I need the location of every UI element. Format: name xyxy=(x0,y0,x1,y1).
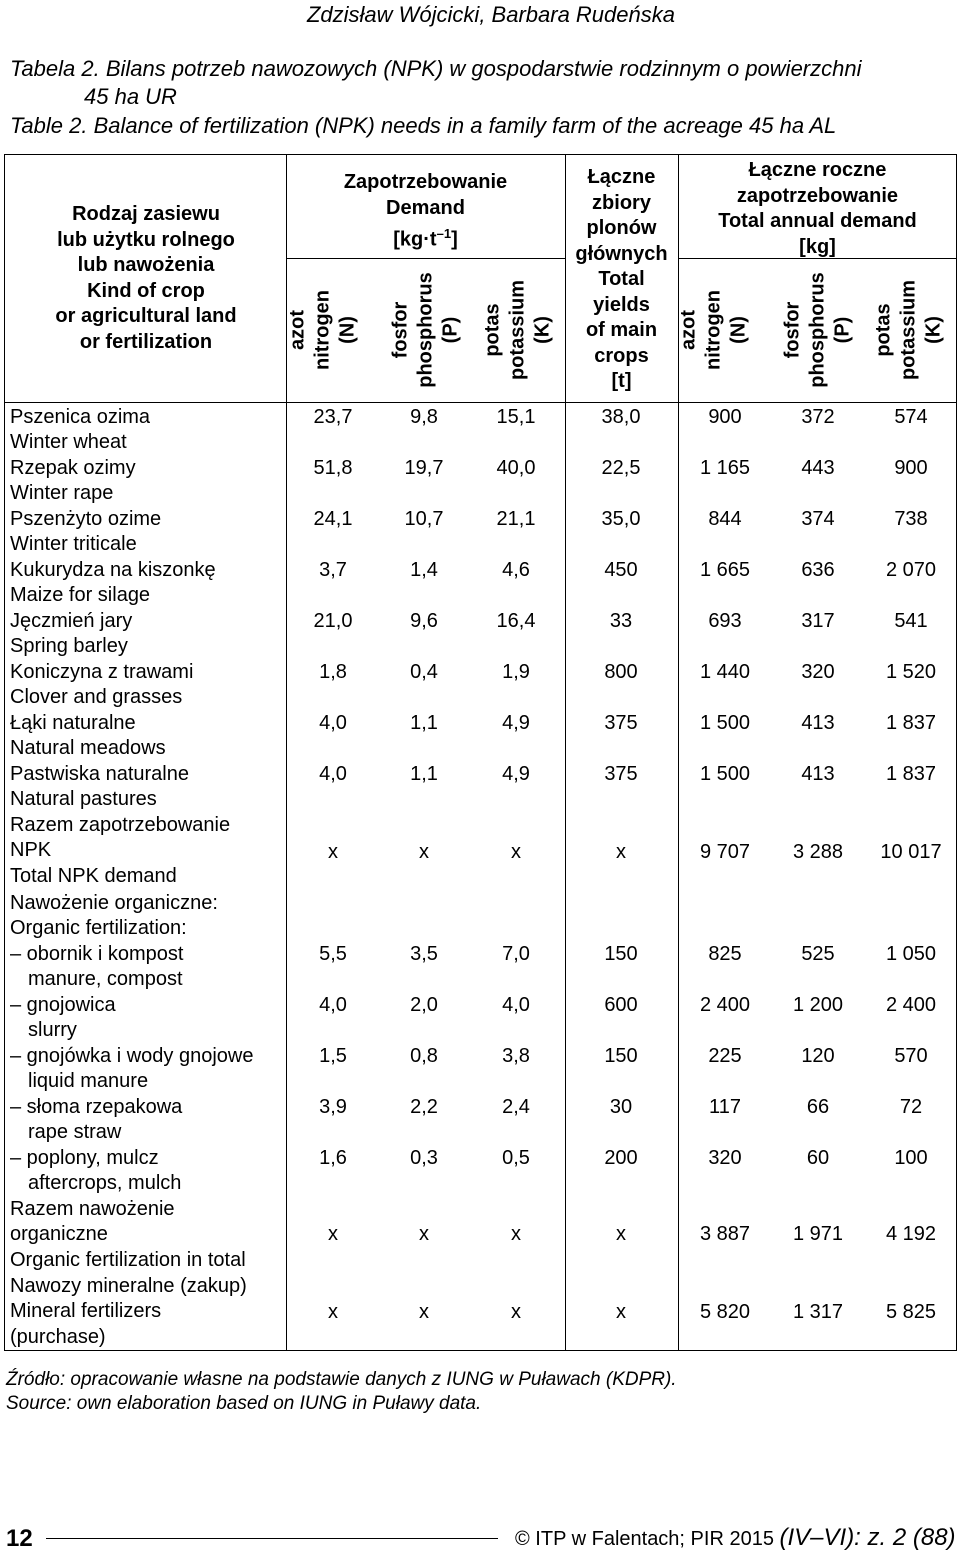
table-cell: 320 xyxy=(801,661,835,683)
table-cell: 844 xyxy=(708,508,742,530)
table-cell: 1 520 xyxy=(885,661,937,683)
table-cell: 4,9 xyxy=(502,763,530,785)
table-cell: x xyxy=(328,1301,338,1323)
row-label: – gnojówka i wody gnojowe liquid manure xyxy=(10,1045,254,1093)
table-cell: 825 xyxy=(708,943,742,965)
table-cell: 16,4 xyxy=(496,610,536,632)
table-cell: 225 xyxy=(708,1045,742,1067)
table-cell: 693 xyxy=(708,610,742,632)
table-cell: 1,6 xyxy=(319,1147,347,1169)
table-cell: 636 xyxy=(801,559,835,581)
row-label: Razem nawożenie organiczne Organic fertilization in total xyxy=(10,1198,246,1271)
table-cell: 60 xyxy=(806,1147,830,1169)
table-cell: 570 xyxy=(894,1045,928,1067)
table-cell: x xyxy=(419,1223,429,1245)
table-cell: 525 xyxy=(801,943,835,965)
table-cell: 51,8 xyxy=(313,457,353,479)
table-cell: 317 xyxy=(801,610,835,632)
table-cell: 5 820 xyxy=(699,1301,751,1323)
table-cell: x xyxy=(616,841,626,863)
table-cell: 100 xyxy=(894,1147,928,1169)
table-cell: 374 xyxy=(801,508,835,530)
source-note-en: Source: own elaboration based on IUNG in Puławy data. xyxy=(6,1393,482,1414)
table-cell: x xyxy=(328,1223,338,1245)
table-cell: x xyxy=(511,1301,521,1323)
footer-rule xyxy=(46,1538,498,1539)
table-cell: 3,7 xyxy=(319,559,347,581)
table-cell: 2,4 xyxy=(502,1096,530,1118)
table-cell: 1 440 xyxy=(699,661,751,683)
table-cell: 900 xyxy=(708,406,742,428)
table-cell: 24,1 xyxy=(313,508,353,530)
table-cell: 4,9 xyxy=(502,712,530,734)
table-cell: 1,1 xyxy=(410,712,438,734)
table-cell: 800 xyxy=(604,661,638,683)
table-cell: 4,0 xyxy=(502,994,530,1016)
table-cell: 5 825 xyxy=(885,1301,937,1323)
subheader-nitrogen: azot nitrogen (N) xyxy=(677,290,750,370)
row-label: Rzepak ozimy Winter rape xyxy=(10,457,136,505)
journal-citation: © ITP w Falentach; PIR 2015 (IV–VI): z. 2 (88) xyxy=(515,1524,956,1551)
subheader-phosphorus: fosfor phosphorus (P) xyxy=(781,272,854,388)
table-cell: 10 017 xyxy=(880,841,942,863)
row-label: – słoma rzepakowa rape straw xyxy=(10,1096,183,1144)
table-cell: 1 500 xyxy=(699,763,751,785)
table-caption-pl: Tabela 2. Bilans potrzeb nawozowych (NPK) w gospodarstwie rodzinnym o powierzchni xyxy=(10,56,862,81)
table-cell: 1 200 xyxy=(792,994,844,1016)
table-cell: 7,0 xyxy=(502,943,530,965)
table-cell: 15,1 xyxy=(496,406,536,428)
row-label: Nawozy mineralne (zakup) Mineral fertilizers (purchase) xyxy=(10,1275,247,1348)
table-cell: 9,6 xyxy=(410,610,438,632)
table-cell: 1 317 xyxy=(792,1301,844,1323)
table-cell: 738 xyxy=(894,508,928,530)
table-cell: 2 400 xyxy=(699,994,751,1016)
table-cell: 117 xyxy=(709,1096,741,1118)
table-cell: 150 xyxy=(604,943,638,965)
table-cell: 1 837 xyxy=(885,763,937,785)
row-label: Pszenżyto ozime Winter triticale xyxy=(10,508,162,556)
table-cell: 4,0 xyxy=(319,994,347,1016)
table-cell: 1,1 xyxy=(410,763,438,785)
row-label: Pszenica ozima Winter wheat xyxy=(10,406,151,454)
table-cell: 10,7 xyxy=(404,508,444,530)
table-cell: 33 xyxy=(609,610,633,632)
table-cell: 1,4 xyxy=(410,559,438,581)
table-caption-pl-cont: 45 ha UR xyxy=(84,84,177,109)
table-cell: 4,6 xyxy=(502,559,530,581)
table-cell: 574 xyxy=(894,406,928,428)
table-cell: x xyxy=(419,1301,429,1323)
table-cell: 3,8 xyxy=(502,1045,530,1067)
row-label: – obornik i kompost manure, compost xyxy=(10,943,184,991)
table-cell: x xyxy=(616,1301,626,1323)
table-cell: 1 050 xyxy=(885,943,937,965)
row-label: Pastwiska naturalne Natural pastures xyxy=(10,763,189,811)
table-cell: 3,9 xyxy=(319,1096,347,1118)
header-bottom-rule xyxy=(4,402,957,403)
table-cell: 1 165 xyxy=(699,457,751,479)
row-label: – poplony, mulcz aftercrops, mulch xyxy=(10,1147,182,1195)
table-cell: 9 707 xyxy=(699,841,751,863)
table-cell: 120 xyxy=(801,1045,835,1067)
table-cell: 1 837 xyxy=(885,712,937,734)
table-cell: 200 xyxy=(604,1147,638,1169)
header-crop-column: Rodzaj zasiewu lub użytku rolnego lub nawożenia Kind of crop or agricultural land or fertilization xyxy=(55,203,237,353)
header-subdivider xyxy=(286,258,565,259)
row-label: Koniczyna z trawami Clover and grasses xyxy=(10,661,194,709)
table-cell: 1 971 xyxy=(792,1223,844,1245)
page-number: 12 xyxy=(6,1525,33,1552)
table-cell: x xyxy=(511,1223,521,1245)
row-label: Nawożenie organiczne: Organic fertilization: xyxy=(10,892,218,940)
table-cell: 2,2 xyxy=(410,1096,438,1118)
row-label: – gnojowica slurry xyxy=(10,994,116,1042)
table-cell: 1 665 xyxy=(699,559,751,581)
running-header-authors: Zdzisław Wójcicki, Barbara Rudeńska xyxy=(306,2,675,27)
table-cell: x xyxy=(511,841,521,863)
table-cell: 0,4 xyxy=(410,661,438,683)
row-label: Razem zapotrzebowanie NPK Total NPK demand xyxy=(10,814,231,887)
table-cell: 5,5 xyxy=(319,943,347,965)
table-cell: 9,8 xyxy=(410,406,438,428)
header-annual-group: Łączne roczne zapotrzebowanie Total annual demand [kg] xyxy=(718,159,917,258)
table-cell: 1,9 xyxy=(502,661,530,683)
table-cell: 0,5 xyxy=(502,1147,530,1169)
table-cell: 2,0 xyxy=(410,994,438,1016)
table-cell: 72 xyxy=(899,1096,923,1118)
table-cell: 40,0 xyxy=(496,457,536,479)
table-cell: 2 070 xyxy=(885,559,937,581)
source-note-pl: Źródło: opracowanie własne na podstawie danych z IUNG w Puławach (KDPR). xyxy=(6,1369,677,1390)
table-cell: 19,7 xyxy=(404,457,444,479)
table-cell: 1 500 xyxy=(699,712,751,734)
row-label: Jęczmień jary Spring barley xyxy=(10,610,133,658)
subheader-potassium: potas potassium (K) xyxy=(872,279,945,381)
row-label: Kukurydza na kiszonkę Maize for silage xyxy=(10,559,216,607)
table-cell: 4,0 xyxy=(319,763,347,785)
subheader-potassium: potas potassium (K) xyxy=(481,279,554,381)
table-cell: 66 xyxy=(806,1096,830,1118)
table-cell: x xyxy=(419,841,429,863)
table-cell: 38,0 xyxy=(601,406,641,428)
table-cell: 541 xyxy=(894,610,928,632)
table-cell: 320 xyxy=(708,1147,742,1169)
table-cell: 375 xyxy=(604,763,638,785)
row-label: Łąki naturalne Natural meadows xyxy=(10,712,166,760)
table-cell: 0,8 xyxy=(410,1045,438,1067)
table-cell: 375 xyxy=(604,712,638,734)
header-yields-column: Łączne zbiory plonów głównych Total yields of main crops [t] xyxy=(575,166,668,392)
table-cell: 4,0 xyxy=(319,712,347,734)
table-cell: 600 xyxy=(604,994,638,1016)
subheader-nitrogen: azot nitrogen (N) xyxy=(286,290,359,370)
table-cell: 21,1 xyxy=(496,508,536,530)
table-cell: 413 xyxy=(801,763,835,785)
table-cell: 21,0 xyxy=(313,610,353,632)
table-cell: 372 xyxy=(801,406,835,428)
subheader-phosphorus: fosfor phosphorus (P) xyxy=(389,272,462,388)
table-caption-en: Table 2. Balance of fertilization (NPK) needs in a family farm of the acreage 45 ha AL xyxy=(10,113,837,138)
table-cell: 3 887 xyxy=(699,1223,751,1245)
table-cell: 1,5 xyxy=(319,1045,347,1067)
table-cell: 1,8 xyxy=(319,661,347,683)
table-cell: 2 400 xyxy=(885,994,937,1016)
table-cell: 150 xyxy=(604,1045,638,1067)
table-cell: 4 192 xyxy=(885,1223,937,1245)
header-demand-group: Zapotrzebowanie Demand $[kg\cdot t^{-1}]$ xyxy=(343,171,508,251)
table-cell: 35,0 xyxy=(601,508,641,530)
table-cell: 0,3 xyxy=(410,1147,438,1169)
table-cell: 22,5 xyxy=(601,457,641,479)
table-cell: 30 xyxy=(609,1096,633,1118)
table-cell: 3,5 xyxy=(410,943,438,965)
table-cell: 23,7 xyxy=(313,406,353,428)
table-cell: 450 xyxy=(604,559,638,581)
table-cell: 3 288 xyxy=(792,841,844,863)
table-cell: 443 xyxy=(801,457,835,479)
table-cell: x xyxy=(616,1223,626,1245)
table-cell: 413 xyxy=(801,712,835,734)
table-cell: x xyxy=(328,841,338,863)
table-cell: 900 xyxy=(894,457,928,479)
